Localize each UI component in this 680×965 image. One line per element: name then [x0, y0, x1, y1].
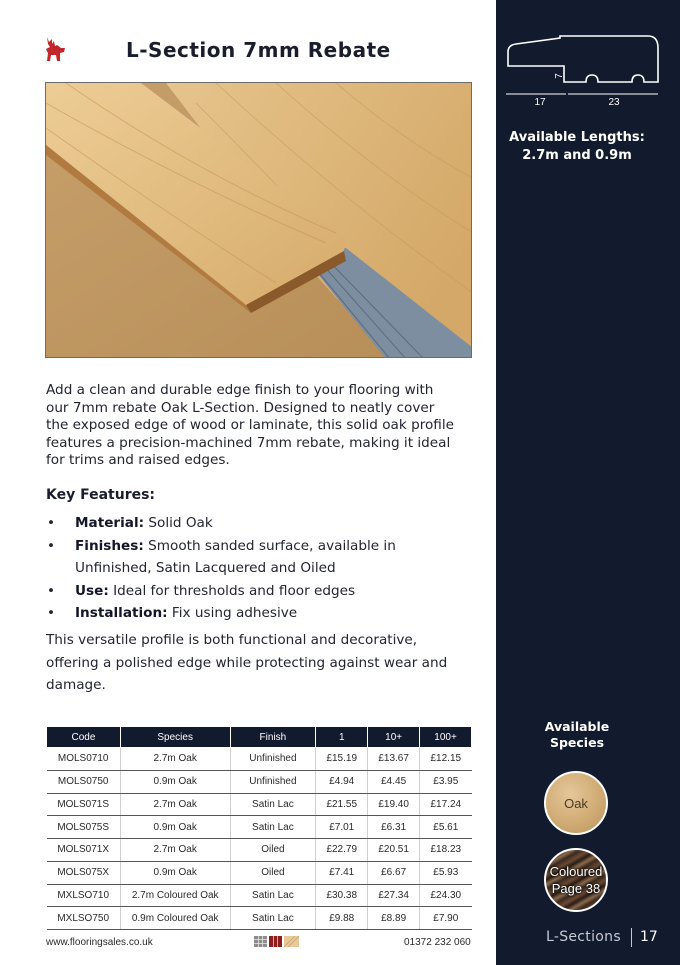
cell-price-100: £24.30 [420, 884, 472, 907]
column-header-qty-1: 1 [316, 727, 368, 748]
cell-price-10: £20.51 [368, 839, 420, 862]
profile-dim-left: 17 [534, 97, 546, 108]
cell-finish: Satin Lac [230, 793, 316, 816]
cell-price-10: £8.89 [368, 907, 420, 930]
price-table [46, 726, 472, 930]
cell-price-100: £17.24 [420, 793, 472, 816]
cell-price-1: £7.41 [316, 861, 368, 884]
profile-cross-section-diagram [502, 28, 662, 114]
available-species-heading [496, 719, 658, 751]
species-swatch-oak[interactable] [544, 771, 608, 835]
cell-price-10: £6.67 [368, 861, 420, 884]
website-link[interactable]: www.flooringsales.co.uk [46, 937, 153, 948]
cell-price-10: £27.34 [368, 884, 420, 907]
cell-species: 0.9m Oak [120, 861, 230, 884]
cell-price-10: £4.45 [368, 770, 420, 793]
cell-price-100: £12.15 [420, 748, 472, 771]
species-heading-line: Species [549, 735, 605, 750]
feature-label: Material: [75, 515, 145, 531]
cell-finish: Satin Lac [230, 884, 316, 907]
cell-price-1: £15.19 [316, 748, 368, 771]
column-header-species: Species [120, 727, 230, 748]
cell-code: MOLS071S [47, 793, 121, 816]
product-description: Add a clean and durable edge finish to your flooring with our 7mm rebate Oak L-Section. Designed to neatly cover the exposed edge of wood or laminate, this solid oak profile features a precision-machined 7mm rebate, making it ideal for trims and raised edges. [46, 382, 455, 468]
cell-species: 0.9m Oak [120, 816, 230, 839]
cell-species: 2.7m Coloured Oak [120, 884, 230, 907]
species-swatch-page-ref: Page 38 [551, 881, 601, 896]
cell-code: MOLS0710 [47, 748, 121, 771]
column-header-qty-10: 10+ [368, 727, 420, 748]
column-header-code: Code [47, 727, 121, 748]
feature-text: Solid Oak [144, 515, 213, 531]
cell-price-10: £19.40 [368, 793, 420, 816]
cell-price-1: £4.94 [316, 770, 368, 793]
cell-code: MXLSO710 [47, 884, 121, 907]
cell-finish: Oiled [230, 861, 316, 884]
phone-number[interactable]: 01372 232 060 [404, 937, 471, 948]
column-header-qty-100: 100+ [420, 727, 472, 748]
column-header-finish: Finish [230, 727, 316, 748]
cell-finish: Unfinished [230, 748, 316, 771]
cell-finish: Satin Lac [230, 907, 316, 930]
cell-price-100: £5.93 [420, 861, 472, 884]
species-swatch-label: Coloured [549, 864, 603, 879]
cell-finish: Satin Lac [230, 816, 316, 839]
cell-species: 2.7m Oak [120, 839, 230, 862]
product-summary: This versatile profile is both functional and decorative, offering a polished edge while protecting against wear and damage. [46, 632, 448, 694]
cell-price-10: £6.31 [368, 816, 420, 839]
price-table-header-row [47, 727, 472, 748]
available-lengths-value: 2.7m and 0.9m [522, 148, 632, 163]
product-photo [45, 82, 472, 358]
table-row [47, 748, 472, 771]
footer-divider [631, 928, 632, 947]
cell-species: 0.9m Oak [120, 770, 230, 793]
feature-label: Installation: [75, 605, 168, 622]
species-heading-line: Available [544, 719, 610, 734]
feature-label: Use: [75, 582, 109, 599]
cell-code: MOLS075S [47, 816, 121, 839]
species-swatch-label: Oak [564, 795, 588, 811]
brand-logo-icon [44, 36, 66, 62]
cell-price-1: £7.01 [316, 816, 368, 839]
cell-code: MOLS075X [47, 861, 121, 884]
feature-item [46, 580, 466, 603]
available-lengths-label: Available Lengths: [509, 130, 645, 145]
table-row [47, 907, 472, 930]
profile-dim-height: 7 [554, 73, 565, 79]
cell-code: MOLS0750 [47, 770, 121, 793]
cell-species: 2.7m Oak [120, 748, 230, 771]
table-row [47, 861, 472, 884]
page-number: 17 [640, 929, 658, 945]
page-title: L-Section 7mm Rebate [126, 38, 391, 62]
table-row [47, 770, 472, 793]
table-row [47, 839, 472, 862]
feature-item [46, 535, 466, 580]
key-features-heading: Key Features: [46, 487, 156, 503]
profile-dim-right: 23 [608, 97, 620, 108]
section-name: L-Sections [546, 929, 621, 945]
cell-price-1: £22.79 [316, 839, 368, 862]
feature-text: Smooth sanded surface, available in Unfinished, Satin Lacquered and Oiled [75, 537, 396, 577]
cell-finish: Oiled [230, 839, 316, 862]
cell-price-1: £30.38 [316, 884, 368, 907]
cell-price-100: £18.23 [420, 839, 472, 862]
feature-label: Finishes: [75, 537, 144, 554]
cell-price-100: £5.61 [420, 816, 472, 839]
cell-code: MXLSO750 [47, 907, 121, 930]
key-features-list [46, 512, 466, 625]
table-row [47, 884, 472, 907]
cell-species: 2.7m Oak [120, 793, 230, 816]
table-row [47, 816, 472, 839]
cell-price-1: £9.88 [316, 907, 368, 930]
cell-species: 0.9m Coloured Oak [120, 907, 230, 930]
species-swatch-coloured[interactable] [544, 848, 608, 912]
cell-price-100: £3.95 [420, 770, 472, 793]
cell-price-10: £13.67 [368, 748, 420, 771]
cell-finish: Unfinished [230, 770, 316, 793]
cell-price-100: £7.90 [420, 907, 472, 930]
feature-text: Fix using adhesive [167, 605, 298, 622]
table-row [47, 793, 472, 816]
cell-price-1: £21.55 [316, 793, 368, 816]
colour-swatches-icon [254, 936, 299, 947]
cell-code: MOLS071X [47, 839, 121, 862]
feature-text: Ideal for thresholds and floor edges [108, 582, 356, 599]
feature-item [46, 512, 466, 535]
feature-item [46, 602, 466, 625]
